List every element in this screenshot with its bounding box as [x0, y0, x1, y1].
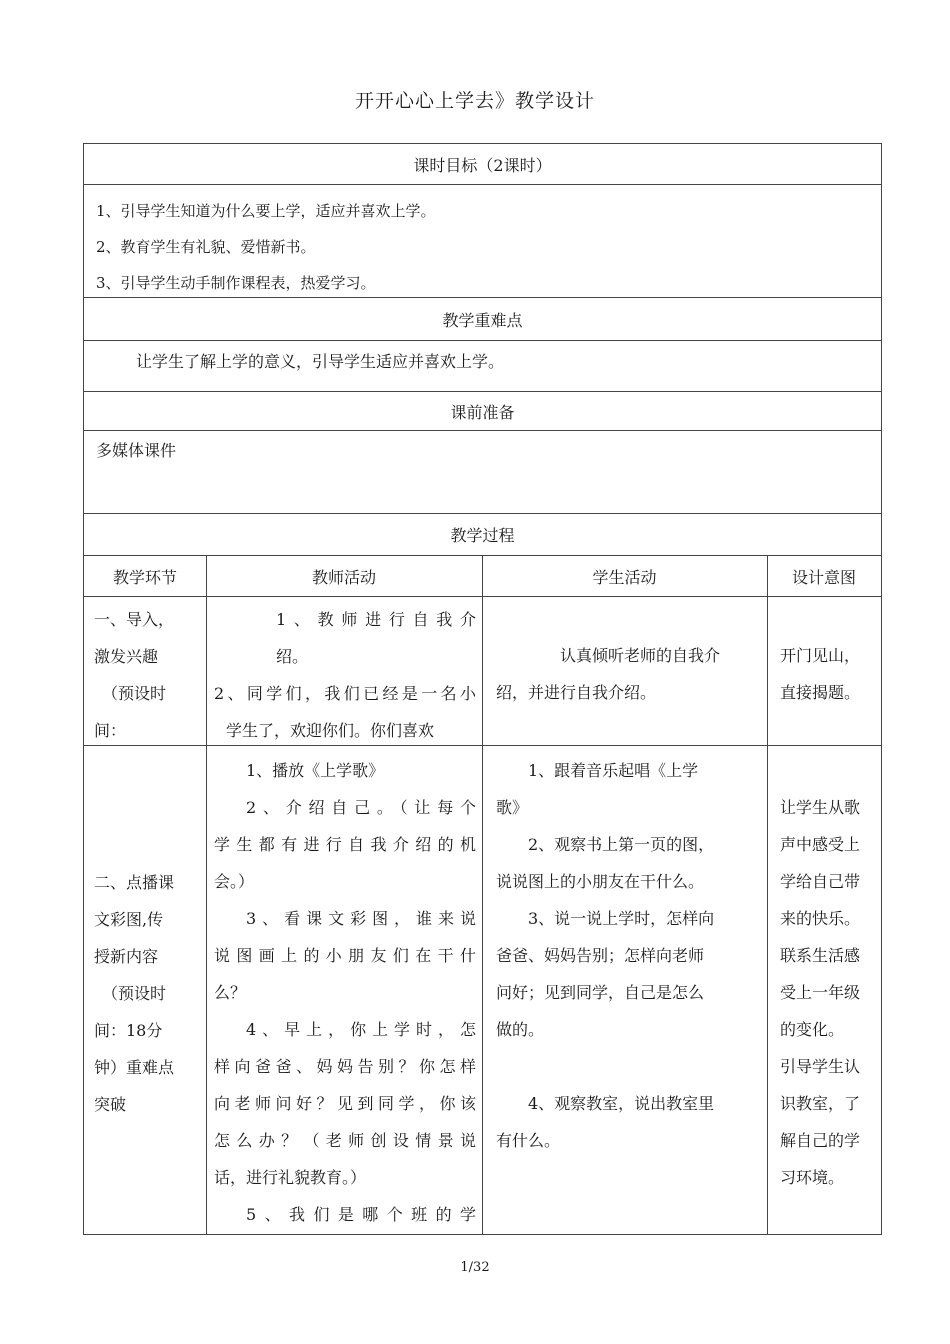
stage-line: 间： — [94, 721, 127, 740]
process-header-text: 教学过程 — [450, 526, 515, 545]
teacher-line: 3、看课文彩图，谁来说 — [246, 909, 476, 928]
objective-item: 2、教育学生有礼貌、爱惜新书。 — [96, 238, 316, 256]
teacher-line: 会。） — [214, 872, 255, 891]
intent-line: 引导学生认 — [780, 1057, 861, 1076]
stage-line: （预设时 — [102, 684, 167, 703]
teacher-line: 1、教师进行自我介 — [276, 610, 476, 629]
teacher-line: 么？ — [214, 983, 247, 1002]
stage-line: 突破 — [94, 1095, 127, 1114]
stage-line: 钟）重难点 — [94, 1058, 175, 1077]
teacher-line: 4、早上，你上学时，怎 — [246, 1020, 476, 1039]
row2-stage — [94, 864, 204, 1124]
teacher-line: 话，进行礼貌教育。） — [214, 1168, 367, 1187]
column-divider — [767, 555, 768, 1234]
stage-line: 文彩图,传 — [94, 910, 164, 929]
objective-item: 1、引导学生知道为什么要上学，适应并喜欢上学。 — [96, 202, 436, 220]
intent-line: 学给自己带 — [780, 872, 861, 891]
column-divider — [482, 555, 483, 1234]
student-line: 说说图上的小朋友在干什么。 — [496, 872, 705, 891]
student-line: 歌》 — [496, 798, 529, 817]
teacher-line: 怎么办？（老师创设情景说 — [214, 1131, 476, 1150]
focus-header-text: 教学重难点 — [442, 310, 523, 330]
column-header-stage: 教学环节 — [112, 567, 177, 587]
prep-header — [83, 391, 882, 431]
teacher-line: 说图画上的小朋友们在干什 — [214, 946, 476, 965]
student-line — [496, 1048, 758, 1085]
student-line: 做的。 — [496, 1020, 545, 1039]
objectives-header — [83, 143, 882, 185]
intent-line: 解自己的学 — [780, 1131, 861, 1150]
document-title: 开开心心上学去》教学设计 — [354, 90, 595, 112]
student-line: 问好；见到同学，自己是怎么 — [496, 983, 705, 1002]
student-line: 1、跟着音乐起唱《上学 — [528, 761, 699, 780]
row2-intent — [780, 789, 882, 1209]
intent-line: 受上一年级 — [780, 983, 861, 1002]
student-line: 有什么。 — [496, 1131, 561, 1150]
stage-line: 授新内容 — [94, 947, 159, 966]
row-divider — [84, 745, 881, 746]
intent-line: 习环境。 — [780, 1168, 845, 1187]
process-header — [83, 513, 882, 556]
row1-student — [496, 637, 758, 717]
student-line: 3、说一说上学时，怎样向 — [528, 909, 715, 928]
student-line: 爸爸、妈妈告别；怎样向老师 — [496, 946, 705, 965]
focus-header — [83, 297, 882, 341]
student-line: 4、观察教室，说出教室里 — [528, 1094, 715, 1113]
teacher-line: 2、同学们，我们已经是一名小 — [214, 684, 476, 703]
student-line: 绍，并进行自我介绍。 — [496, 683, 657, 702]
teacher-line: 学生了，欢迎你们。你们喜欢 — [226, 721, 435, 740]
column-header-intent: 设计意图 — [791, 567, 856, 587]
row1-intent — [780, 637, 880, 717]
column-header-teacher: 教师活动 — [311, 567, 376, 587]
intent-line: 联系生活感 — [780, 946, 861, 965]
student-line: 2、观察书上第一页的图， — [528, 835, 715, 854]
focus-text: 让学生了解上学的意义，引导学生适应并喜欢上学。 — [83, 340, 882, 392]
teacher-line: 5、我们是哪个班的学 — [246, 1205, 476, 1224]
teacher-line: 绍。 — [276, 647, 309, 666]
process-table — [83, 555, 882, 1235]
stage-line: 二、点播课 — [94, 873, 175, 892]
prep-header-text: 课前准备 — [450, 402, 515, 422]
stage-line: 一、导入， — [94, 610, 175, 629]
teacher-line: 1、播放《上学歌》 — [246, 761, 385, 780]
student-line: 认真倾听老师的自我介 — [560, 646, 721, 665]
row2-teacher — [214, 752, 476, 1235]
stage-line: 间：18分 — [94, 1021, 163, 1040]
teacher-line: 2、介绍自己。（让每个 — [246, 798, 476, 817]
page-number: 1/32 — [460, 1260, 490, 1275]
teacher-line: 向老师问好？见到同学，你该 — [214, 1094, 476, 1113]
objective-item: 3、引导学生动手制作课程表，热爱学习。 — [96, 274, 376, 292]
teacher-line: 样向爸爸、妈妈告别？你怎样 — [214, 1057, 476, 1076]
column-header-student: 学生活动 — [592, 567, 657, 587]
intent-line: 直接揭题。 — [780, 683, 861, 702]
intent-line: 声中感受上 — [780, 835, 861, 854]
intent-line: 的变化。 — [780, 1020, 845, 1039]
stage-line: 激发兴趣 — [94, 647, 159, 666]
row2-student — [496, 752, 758, 1172]
column-divider — [206, 555, 207, 1234]
objectives-list — [83, 184, 882, 298]
objectives-header-text: 课时目标（2课时） — [413, 155, 552, 175]
stage-line: （预设时 — [102, 984, 167, 1003]
row1-stage — [94, 601, 202, 745]
intent-line: 让学生从歌 — [780, 798, 861, 817]
row1-teacher — [214, 601, 476, 745]
intent-line: 识教室，了 — [780, 1094, 861, 1113]
teacher-line: 学生都有进行自我介绍的机 — [214, 835, 476, 854]
intent-line: 开门见山， — [780, 646, 861, 665]
intent-line: 来的快乐。 — [780, 909, 861, 928]
prep-text: 多媒体课件 — [83, 430, 882, 514]
